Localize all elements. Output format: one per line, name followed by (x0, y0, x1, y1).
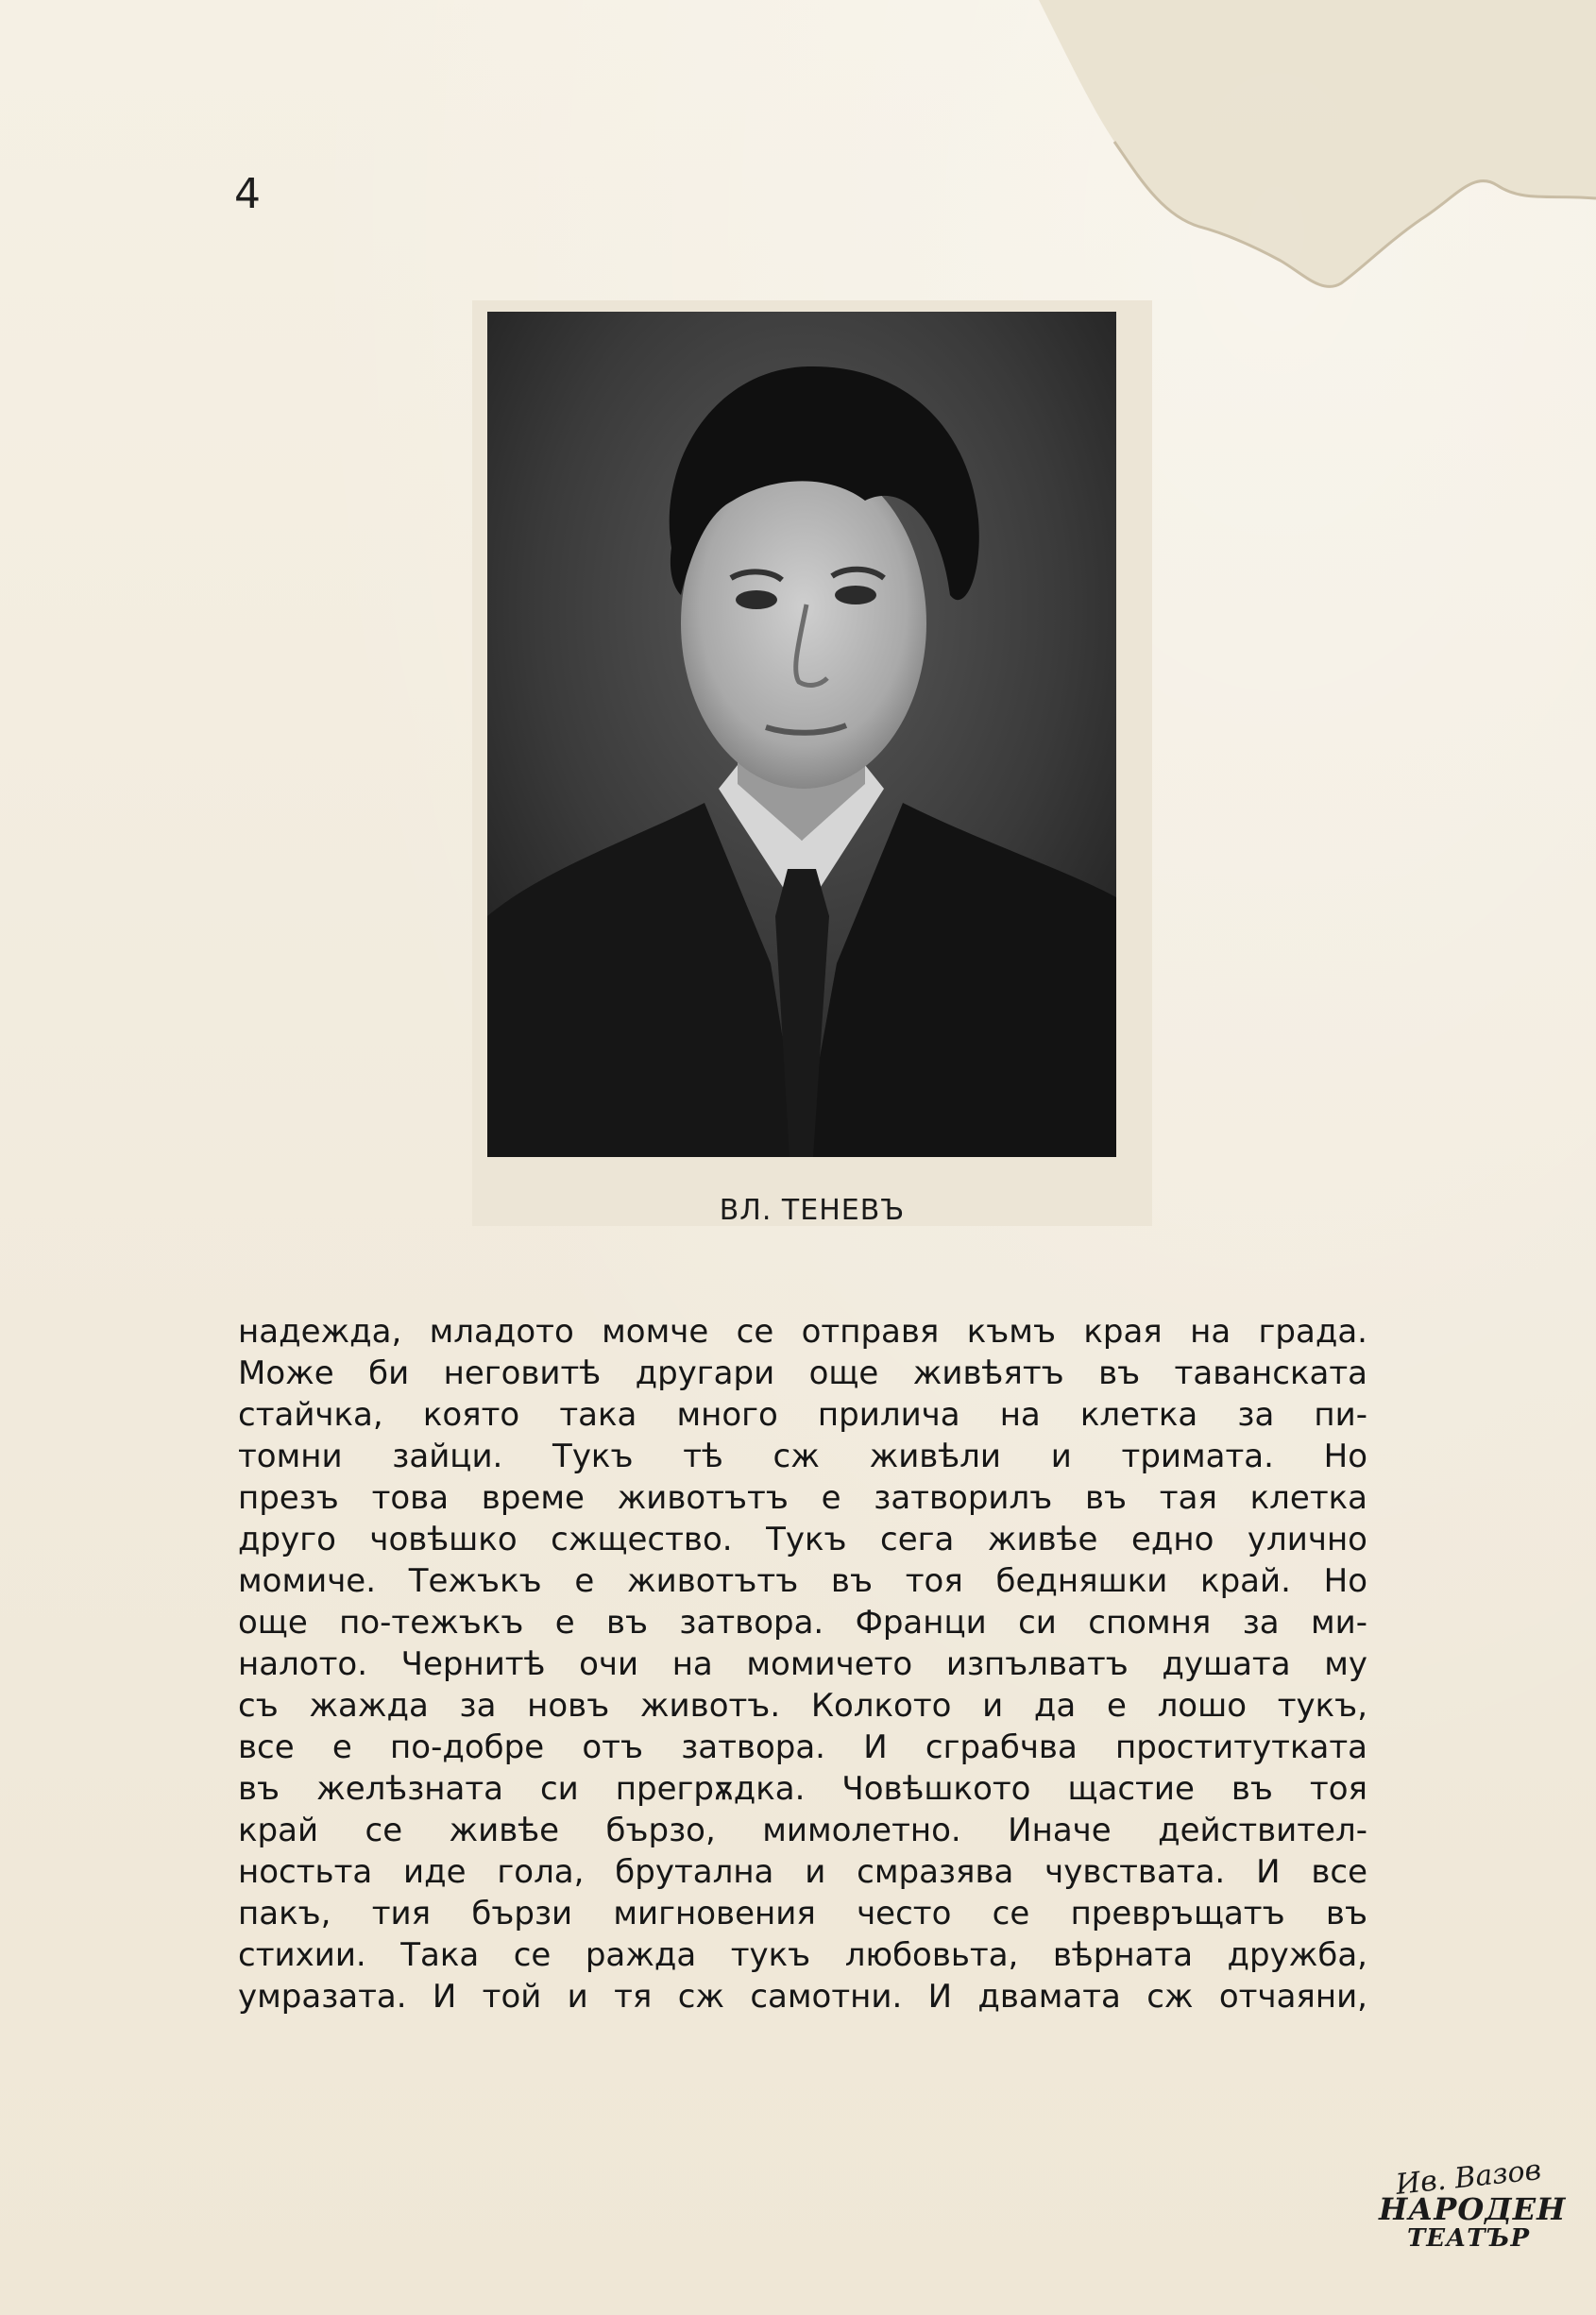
body-line: друго човѣшко сжщество. Тукъ сега живѣе едно улично (238, 1521, 1367, 1558)
logo-line-2: ТЕАТЪР (1406, 2224, 1531, 2253)
body-line: още по-тежъкъ е въ затвора. Франци си спомня за ми- (238, 1604, 1367, 1642)
body-line: момиче. Тежъкъ е животътъ въ тоя бедняшки край. Но (238, 1562, 1367, 1600)
body-line: презъ това време животътъ е затворилъ въ тая клетка (238, 1479, 1367, 1517)
body-line: ностьта иде гола, брутална и смразява чувствата. И все (238, 1853, 1367, 1891)
portrait-image (487, 312, 1116, 1157)
portrait-photo (487, 312, 1116, 1157)
body-line: умразата. И той и тя сж самотни. И двамата сж отчаяни, (238, 1978, 1367, 2016)
body-line: надежда, младото момче се отправя къмъ края на града. (238, 1313, 1367, 1351)
photo-caption: ВЛ. ТЕНЕВЪ (719, 1194, 906, 1227)
body-line: налото. Чернитѣ очи на момичето изпълватъ душата му (238, 1645, 1367, 1683)
body-line: все е по-добре отъ затвора. И сграбчва проститутката (238, 1728, 1367, 1766)
body-line: пакъ, тия бързи мигновения често се превръщатъ въ (238, 1895, 1367, 1932)
torn-paper-edge (0, 0, 1596, 312)
body-line: въ желѣзната си прегрѫдка. Човѣшкото щастие въ тоя (238, 1770, 1367, 1808)
page-number: 4 (234, 170, 261, 218)
body-line: томни зайци. Тукъ тѣ сж живѣли и тримата. Но (238, 1438, 1367, 1475)
body-line: стайчка, която така много прилича на клетка за пи- (238, 1396, 1367, 1434)
body-line: край се живѣе бързо, мимолетно. Иначе действител- (238, 1812, 1367, 1849)
logo-line-1: НАРОДЕН (1379, 2191, 1567, 2227)
theatre-logo (1379, 2153, 1567, 2276)
body-line: съ жажда за новъ животъ. Колкото и да е лошо тукъ, (238, 1687, 1367, 1725)
body-line: стихии. Така се ражда тукъ любовьта, вѣрната дружба, (238, 1936, 1367, 1974)
logo-signature: Ив. Вазов (1394, 2153, 1543, 2202)
body-line: Може би неговитѣ другари още живѣятъ въ таванската (238, 1354, 1367, 1392)
body-text (238, 1311, 1367, 2017)
